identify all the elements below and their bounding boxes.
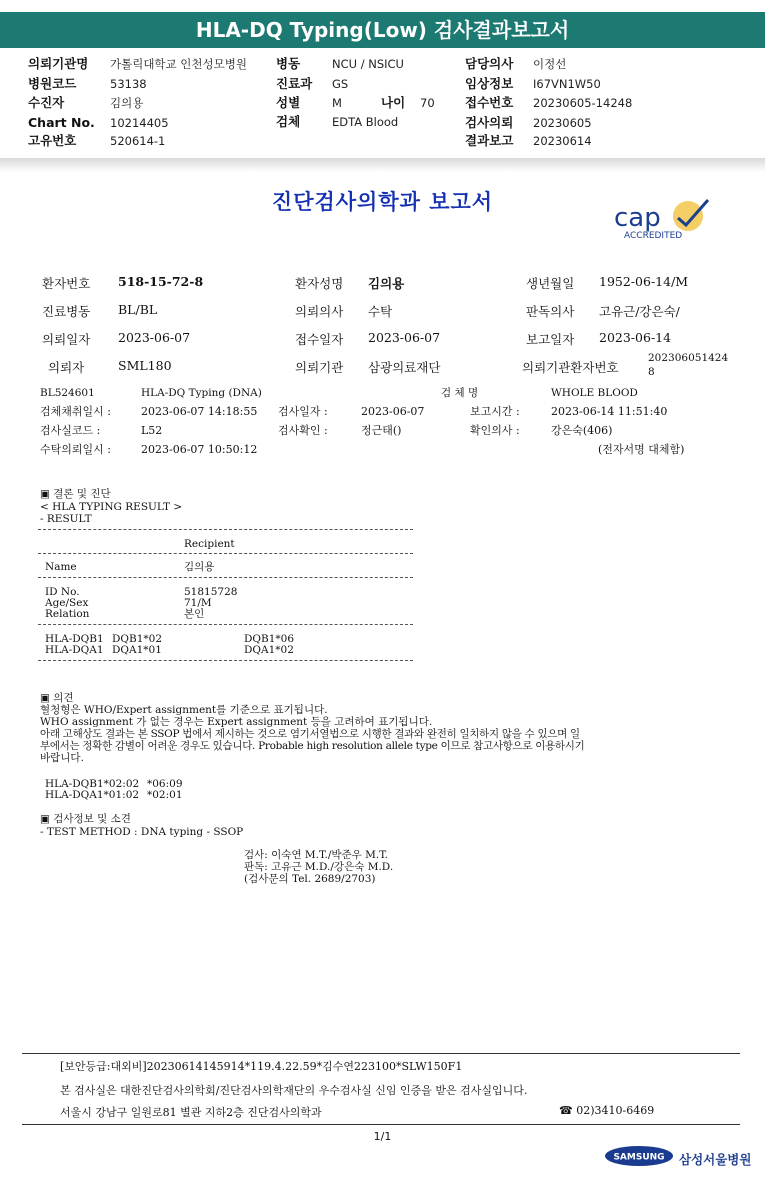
cap-accredited-logo xyxy=(608,192,720,248)
hospital-name: 삼성서울병원 xyxy=(679,1152,752,1167)
collect-value: 2023-06-07 14:18:55 xyxy=(141,405,258,418)
header-label: 병원코드 xyxy=(28,76,77,91)
header-label: 접수번호 xyxy=(465,95,514,110)
doctor-value: 강은숙(406) xyxy=(551,424,613,437)
report-heading: 진단검사의학과 보고서 xyxy=(271,190,494,214)
allele-detail-second: *06:09 xyxy=(147,778,183,790)
opinion-line: WHO assignment 가 없는 경우는 Expert assignment 등을 고려하여 표기됩니다. xyxy=(40,716,433,728)
security-line: [보안등급:대외비]20230614145914*119.4.22.59*김수연223100*SLW150F1 xyxy=(60,1060,463,1073)
report-time-label: 보고시간 : xyxy=(470,405,520,418)
patient-value: 2023-06-14 xyxy=(599,330,672,345)
patient-value: 202306051424 xyxy=(648,352,729,364)
test-name: HLA-DQ Typing (DNA) xyxy=(141,387,262,399)
patient-label: 생년월일 xyxy=(526,276,575,291)
dashed-rule xyxy=(38,553,413,554)
id-value: 51815728 xyxy=(184,586,238,598)
test-method: - TEST METHOD : DNA typing - SSOP xyxy=(40,826,244,838)
opinion-line: 부에서는 정확한 감별이 어려운 경우도 있습니다. Probable high resolution allele type 이므로 참고사항으로 이용하시기 xyxy=(40,740,585,752)
patient-label: 의뢰자 xyxy=(48,360,85,375)
header-label: 진료과 xyxy=(276,76,313,91)
dashed-rule xyxy=(38,529,413,530)
name-label: Name xyxy=(45,561,77,573)
header-label: Chart No. xyxy=(28,115,95,130)
patient-label: 의뢰일자 xyxy=(42,332,91,347)
allele-1: DQB1*02 xyxy=(112,633,163,645)
exam-date-label: 검사일자 : xyxy=(278,405,328,418)
opinion-line: 아래 고해상도 결과는 본 SSOP 법에서 제시하는 것으로 염기서열법으로 시행한 결과와 완전히 일치하지 않을 수 있으며 일 xyxy=(40,728,580,740)
locus-label: HLA-DQB1 xyxy=(45,633,104,645)
patient-label: 환자성명 xyxy=(295,276,344,291)
agesex-label: Age/Sex xyxy=(45,597,89,609)
confirm-value: 정근태() xyxy=(361,424,402,437)
samsung-logo xyxy=(604,1144,674,1168)
patient-value: 1952-06-14/M xyxy=(599,274,689,289)
patient-label: 판독의사 xyxy=(526,304,575,319)
result-sub: - RESULT xyxy=(40,513,92,525)
cert-line: 본 검사실은 대한진단검사의학회/진단검사의학재단의 우수검사실 신임 인증을 받은 검사실입니다. xyxy=(60,1084,528,1097)
contact: (검사문의 Tel. 2689/2703) xyxy=(244,873,376,885)
report-title-bar: HLA-DQ Typing(Low) 검사결과보고서 xyxy=(0,12,765,48)
patient-value: BL/BL xyxy=(118,302,158,317)
result-section-title: ▣ 결론 및 진단 xyxy=(40,488,111,500)
lab-code-value: L52 xyxy=(141,424,163,437)
header-label: 성별 xyxy=(276,95,301,110)
samsung-logo-text: SAMSUNG xyxy=(613,1152,665,1163)
patient-value-cont: 8 xyxy=(648,366,655,378)
patient-value: 삼광의료재단 xyxy=(368,360,441,375)
esign-note: (전자서명 대체함) xyxy=(598,443,685,456)
doctor-label: 확인의사 : xyxy=(470,424,520,437)
header-label: 담당의사 xyxy=(465,56,514,71)
dashed-rule xyxy=(38,577,413,578)
dashed-rule xyxy=(38,660,413,661)
patient-label: 보고일자 xyxy=(526,332,575,347)
report-time-value: 2023-06-14 11:51:40 xyxy=(551,405,668,418)
address-line: 서울시 강남구 일원로81 별관 지하2층 진단검사의학과 xyxy=(60,1106,322,1119)
recipient-header: Recipient xyxy=(184,538,235,550)
agesex-value: 71/M xyxy=(184,597,212,609)
header-label: 고유번호 xyxy=(28,133,77,148)
dashed-rule xyxy=(38,624,413,625)
specimen-value: WHOLE BLOOD xyxy=(551,387,638,399)
specimen-code: BL524601 xyxy=(40,387,95,399)
allele-detail: HLA-DQA1*01:02 xyxy=(45,789,140,801)
specimen-label: 검 체 명 xyxy=(441,387,479,399)
locus-label: HLA-DQA1 xyxy=(45,644,104,656)
patient-value: 2023-06-07 xyxy=(368,330,441,345)
patient-label: 의뢰의사 xyxy=(295,304,344,319)
header-value: 520614-1 xyxy=(110,134,166,148)
reader: 판독: 고유근 M.D./강은숙 M.D. xyxy=(244,861,394,873)
name-value: 김의용 xyxy=(184,561,215,573)
patient-value: SML180 xyxy=(118,358,172,373)
patient-value: 김의용 xyxy=(368,276,405,291)
age-value: 70 xyxy=(420,96,435,110)
relation-value: 본인 xyxy=(184,608,205,620)
header-value: M xyxy=(332,96,342,110)
header-value: GS xyxy=(332,77,349,91)
cap-text: cap xyxy=(614,203,661,233)
allele-detail: HLA-DQB1*02:02 xyxy=(45,778,140,790)
header-value: I67VN1W50 xyxy=(533,77,601,91)
header-label: 병동 xyxy=(276,56,301,71)
header-label: 검체 xyxy=(276,114,301,129)
allele-2: DQB1*06 xyxy=(244,633,295,645)
header-label: 검사의뢰 xyxy=(465,115,514,130)
lab-code-label: 검사실코드 : xyxy=(40,424,101,437)
phone-line: ☎ 02)3410-6469 xyxy=(559,1104,655,1117)
page-number: 1/1 xyxy=(373,1130,392,1143)
confirm-label: 검사확인 : xyxy=(278,424,328,437)
opinion-line: 혈청형은 WHO/Expert assignment를 기준으로 표기됩니다. xyxy=(40,704,328,716)
footer-rule xyxy=(22,1053,740,1054)
cap-accredited-text: ACCREDITED xyxy=(624,231,683,241)
collect-label: 검체채취일시 : xyxy=(40,405,111,418)
patient-value: 518-15-72-8 xyxy=(118,274,204,289)
header-label: 수진자 xyxy=(28,95,65,110)
header-value: 10214405 xyxy=(110,116,169,130)
header-value: 김의용 xyxy=(110,96,144,110)
opinion-title: ▣ 의견 xyxy=(40,692,74,704)
result-heading: < HLA TYPING RESULT > xyxy=(40,501,183,513)
consign-value: 2023-06-07 10:50:12 xyxy=(141,443,258,456)
header-label: 의뢰기관명 xyxy=(28,56,89,71)
header-value: 53138 xyxy=(110,77,147,91)
relation-label: Relation xyxy=(45,608,90,620)
patient-value: 고유근/강은숙/ xyxy=(599,304,680,319)
patient-label: 의뢰기관환자번호 xyxy=(522,360,619,375)
age-label: 나이 xyxy=(381,95,406,110)
allele-detail-second: *02:01 xyxy=(147,789,183,801)
exam-date-value: 2023-06-07 xyxy=(361,405,425,418)
header-value: 가톨릭대학교 인천성모병원 xyxy=(110,57,247,71)
opinion-line: 바랍니다. xyxy=(40,752,84,764)
header-value: 20230614 xyxy=(533,134,592,148)
header-value: 20230605 xyxy=(533,116,592,130)
consign-label: 수탁의뢰일시 : xyxy=(40,443,111,456)
header-label: 결과보고 xyxy=(465,133,514,148)
patient-value: 2023-06-07 xyxy=(118,330,191,345)
patient-label: 환자번호 xyxy=(42,276,91,291)
id-label: ID No. xyxy=(45,586,80,598)
header-label: 임상정보 xyxy=(465,76,514,91)
header-value: 이정선 xyxy=(533,57,567,71)
patient-value: 수탁 xyxy=(368,304,393,319)
allele-1: DQA1*01 xyxy=(112,644,162,656)
footer-rule xyxy=(22,1124,740,1125)
header-value: EDTA Blood xyxy=(332,115,399,129)
patient-label: 접수일자 xyxy=(295,332,344,347)
examiner: 검사: 이숙연 M.T./박준우 M.T. xyxy=(244,849,389,861)
header-value: 20230605-14248 xyxy=(533,96,633,110)
patient-label: 의뢰기관 xyxy=(295,360,344,375)
allele-2: DQA1*02 xyxy=(244,644,294,656)
patient-label: 진료병동 xyxy=(42,304,91,319)
header-value: NCU / NSICU xyxy=(332,57,404,71)
info-title: ▣ 검사정보 및 소견 xyxy=(40,813,131,825)
section-divider xyxy=(0,158,765,172)
